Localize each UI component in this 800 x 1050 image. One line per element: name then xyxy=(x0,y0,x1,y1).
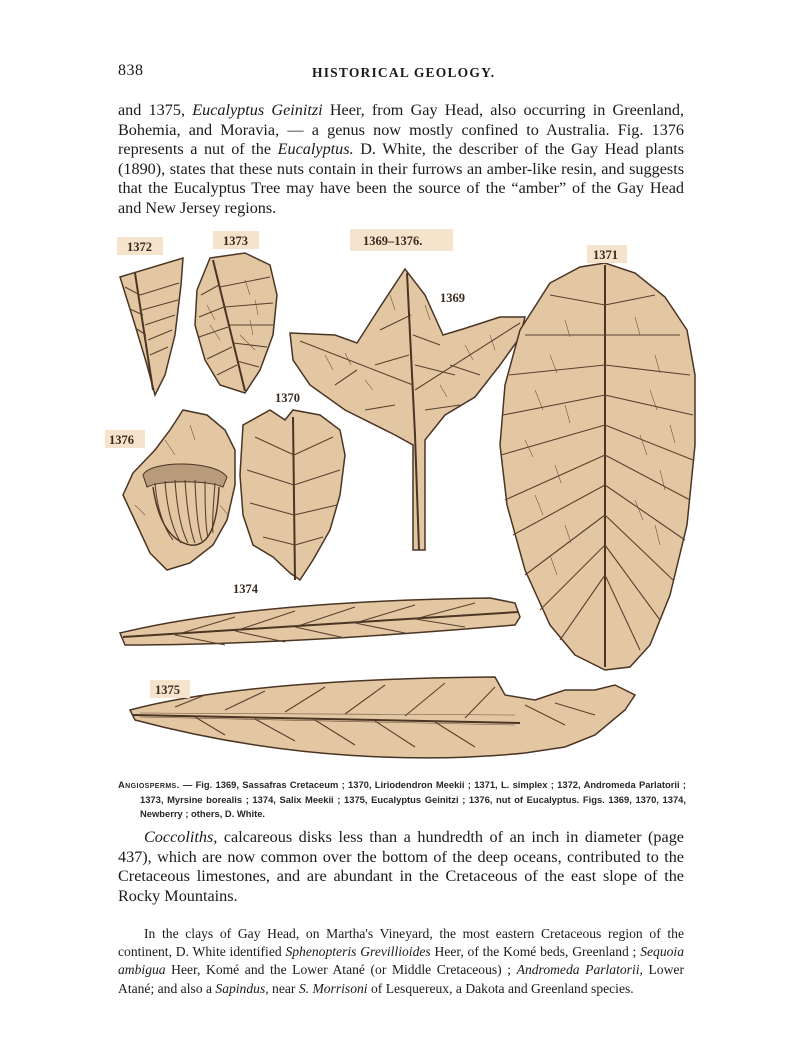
para3-italic-3: Andromeda Parlatorii, xyxy=(516,962,643,978)
para3-italic-5: S. Morrisoni xyxy=(298,980,368,996)
leaf-1372 xyxy=(120,258,183,395)
para1-text-1: and 1375, xyxy=(118,101,193,119)
para1-italic-2: Eucalyptus. xyxy=(277,140,354,159)
caption-small-caps: Angiosperms. xyxy=(118,779,180,790)
leaf-1374 xyxy=(120,598,520,645)
fossil-leaves-figure xyxy=(95,225,705,775)
para3-italic-4: Sapindus, xyxy=(215,980,269,996)
running-head: HISTORICAL GEOLOGY. xyxy=(312,65,496,80)
leaf-1370 xyxy=(240,410,345,580)
paragraph-eucalyptus xyxy=(118,101,684,219)
fig-label-1372: 1372 xyxy=(127,240,152,254)
para2-italic-1: Coccoliths, xyxy=(144,828,218,846)
para3-text-4: Lower Atané; and also a xyxy=(118,962,684,996)
leaf-1371 xyxy=(500,263,695,670)
figure-illustration xyxy=(95,225,705,775)
fig-label-1371: 1371 xyxy=(593,248,618,262)
figure-caption xyxy=(118,778,686,822)
para3-text-3: Heer, Komé and the Lower Atané (or Middle Cretaceous) ; xyxy=(165,962,517,978)
para3-text-1: In the clays of Gay Head, on Martha's Vineyard, the most eastern Cretaceous region of the continent, D. White identified xyxy=(118,926,684,960)
para3-text-2: Heer, of the Komé beds, Greenland ; xyxy=(430,944,641,960)
fig-label-1373: 1373 xyxy=(223,234,248,248)
fig-label-1374: 1374 xyxy=(233,582,258,596)
paragraph-gay-head xyxy=(118,925,684,998)
fig-label-1375: 1375 xyxy=(155,683,180,697)
para3-italic-1: Sphenopteris Grevillioides xyxy=(285,944,431,960)
para3-text-6: of Lesquereux, a Dakota and Greenland species. xyxy=(367,980,634,996)
paragraph-coccoliths xyxy=(118,828,684,906)
caption-text: — Fig. 1369, Sassafras Cretaceum ; 1370, Liriodendron Meekii ; 1371, L. simplex ; 1372, Andromeda Parlatorii ; 1373, Myrsine borealis ; 1374, Salix Meekii ; 1375, Eucalyptus Geinitzi ; 1376, nut of Eucalyptus. Figs. 1369, 1370, 1374, Newberry ; others, D. White. xyxy=(140,779,686,819)
para3-text-5: near xyxy=(268,980,299,996)
para2-text-1: calcareous disks less than a hundredth of an inch in diameter (page 437), which are now common over the bottom of the deep oceans, contributed to the Cretaceous limestones, and are abundant in the Cretaceous of the east slope of the Rocky Mountains. xyxy=(118,828,684,905)
leaf-1373 xyxy=(195,253,277,393)
fig-label-1369: 1369 xyxy=(440,291,465,305)
para1-text-3: D. White, the describer of the Gay Head plants (1890), states that these nuts contain in their furrows an amber-like resin, and suggests that the Eucalyptus Tree may have been the source of the “amber” of the Gay Head and New Jersey regions. xyxy=(118,140,684,217)
fig-label-1376: 1376 xyxy=(109,433,134,447)
fig-label-1370: 1370 xyxy=(275,391,300,405)
fig-label-1369-1376: 1369–1376. xyxy=(363,234,423,248)
para3-italic-2: Sequoia ambigua xyxy=(118,944,684,978)
para1-text-2: Heer, from Gay Head, also occurring in Greenland, Bohemia, and Moravia, — a genus now mostly confined to Australia. Fig. 1376 represents a nut of the xyxy=(118,101,685,159)
leaf-1375 xyxy=(130,677,635,758)
page-number: 838 xyxy=(118,62,144,79)
para1-italic-1: Eucalyptus Geinitzi xyxy=(192,101,323,119)
